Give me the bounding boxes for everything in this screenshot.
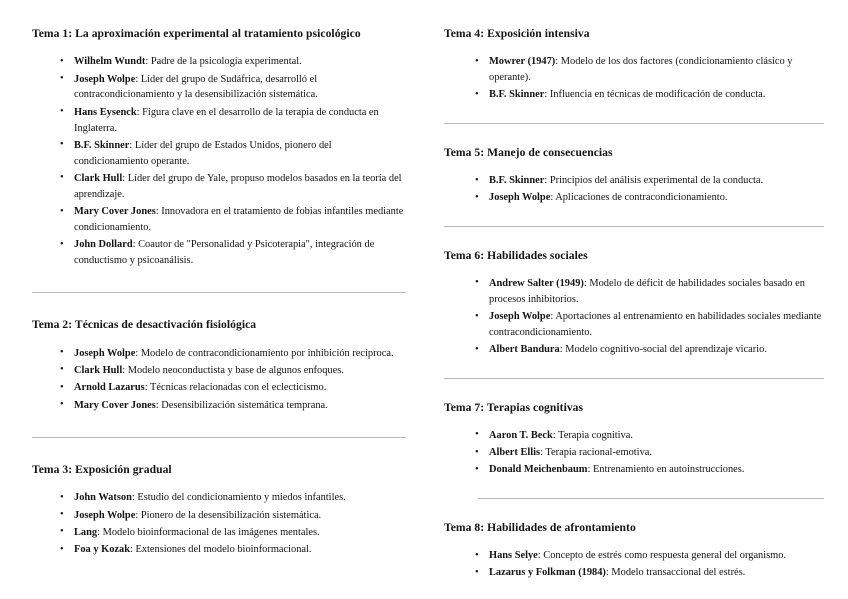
column-left [32,26,406,559]
item-term: B.F. Skinner [489,89,545,101]
item-description: Entrenamiento en autoinstrucciones. [592,464,745,476]
item-term: John Watson [74,492,132,504]
list-item [32,138,406,170]
spacer [444,105,824,123]
item-description: Líder del grupo de Sudáfrica, desarrolló el contracondicionamiento y la desensibilización sistemática. [74,73,318,101]
list-item [444,342,824,358]
list-item [444,173,824,189]
item-description: Modelo de déficit de habilidades sociales basado en procesos inhibitorios. [489,277,805,305]
item-separator: : [135,347,141,359]
item-separator: : [537,550,544,562]
item-separator: : [144,382,151,394]
item-separator: : [587,464,593,476]
item-term: Wilhelm Wundt [74,56,146,68]
item-term: Mary Cover Jones [74,399,156,411]
item-separator: : [129,139,135,151]
spacer [444,227,824,248]
item-separator: : [136,106,143,118]
spacer [444,124,824,145]
item-term: Lazarus y Folkman (1984) [489,567,606,579]
item-description: Influencia en técnicas de modificación de conducta. [549,89,766,101]
bullet-list [444,54,824,103]
item-term: Arnold Lazarus [74,382,145,394]
topic-section [444,520,824,581]
item-term: Joseph Wolpe [489,192,551,204]
list-item [32,237,406,269]
list-item [32,398,406,414]
item-separator: : [559,344,566,356]
item-separator: : [131,492,138,504]
item-separator: : [130,544,136,556]
item-term: Foa y Kozak [74,544,130,556]
item-separator: : [155,206,162,218]
spacer [444,499,824,520]
item-separator: : [552,429,559,441]
list-item [444,565,824,581]
item-separator: : [97,526,103,538]
list-item [32,54,406,70]
topic-section [444,26,824,103]
section-heading: Tema 7: Terapias cognitivas [444,400,584,414]
item-term: Aaron T. Beck [489,429,553,441]
list-item [32,105,406,137]
item-separator: : [555,56,561,68]
item-separator: : [605,567,612,579]
list-item [32,363,406,379]
list-item [32,508,406,524]
item-term: Joseph Wolpe [74,73,136,85]
list-item [32,72,406,104]
item-separator: : [122,172,128,184]
item-term: Donald Meichenbaum [489,464,588,476]
section-heading: Tema 6: Habilidades sociales [444,248,588,262]
list-item [444,190,824,206]
item-description: Aplicaciones de contracondicionamiento. [555,192,728,204]
section-heading: Tema 1: La aproximación experimental al tratamiento psicológico [32,27,361,40]
item-separator: : [540,447,546,459]
spacer [32,270,406,292]
item-term: Hans Selye [489,550,538,562]
list-item [444,428,824,444]
topic-section [32,26,406,269]
item-separator: : [122,364,128,376]
column-right [444,26,824,583]
item-term: Joseph Wolpe [74,347,136,359]
item-separator: : [544,175,550,187]
item-separator: : [132,239,139,251]
item-separator: : [544,89,550,101]
item-description: Coautor de "Personalidad y Psicoterapia", integración de conductismo y psicoanálisis. [74,239,375,267]
item-separator: : [145,56,151,68]
item-term: Hans Eysenck [74,106,137,118]
item-separator: : [583,277,590,289]
item-description: Pionero de la desensibilización sistemática. [140,509,322,521]
list-item [444,462,824,478]
bullet-list [32,54,406,269]
item-description: Concepto de estrés como respuesta general del organismo. [543,550,787,562]
item-term: B.F. Skinner [74,139,130,151]
section-heading: Tema 2: Técnicas de desactivación fisiológica [32,318,257,332]
item-description: Modelo de los dos factores (condicionamiento clásico y operante). [489,56,793,84]
list-item [32,346,406,362]
bullet-list [32,490,406,558]
item-description: Estudio del condicionamiento y miedos infantiles. [137,492,346,504]
item-description: Innovadora en el tratamiento de fobias infantiles mediante condicionamiento. [74,206,404,233]
item-description: Aportaciones al entrenamiento en habilidades sociales mediante contracondicionamiento. [489,311,822,338]
item-term: John Dollard [74,239,133,251]
item-separator: : [155,399,162,411]
spacer [444,480,824,498]
item-term: Albert Bandura [489,344,560,356]
item-description: Desensibilización sistemática temprana. [161,399,328,411]
item-description: Padre de la psicología experimental. [150,56,302,68]
item-description: Técnicas relacionadas con el eclecticismo. [150,382,327,394]
section-heading: Tema 3: Exposición gradual [32,462,172,476]
item-separator: : [135,73,141,85]
section-heading: Tema 8: Habilidades de afrontamiento [444,520,636,534]
spacer [32,415,406,437]
bullet-list [444,548,824,581]
item-term: Clark Hull [74,172,123,184]
item-term: B.F. Skinner [489,175,545,187]
list-item [444,309,824,341]
item-term: Mowrer (1947) [489,56,556,68]
spacer [32,438,406,462]
item-term: Lang [74,526,98,538]
item-term: Joseph Wolpe [489,311,551,323]
item-separator: : [550,311,556,323]
topic-section [32,462,406,558]
spacer [444,208,824,226]
item-term: Clark Hull [74,364,123,376]
item-term: Andrew Salter (1949) [489,277,584,289]
item-description: Extensiones del modelo bioinformacional. [135,544,312,556]
bullet-list [32,346,406,414]
list-item [32,490,406,506]
two-column-layout [32,26,820,583]
item-term: Mary Cover Jones [74,206,156,218]
item-description: Terapia cognitiva. [558,429,633,441]
item-term: Joseph Wolpe [74,509,136,521]
item-description: Principios del análisis experimental de la conducta. [549,175,764,187]
list-item [444,548,824,564]
bullet-list [444,276,824,358]
spacer [444,360,824,378]
topic-section [444,248,824,358]
list-item [444,87,824,103]
item-term: Albert Ellis [489,447,541,459]
topic-section [32,317,406,413]
item-separator: : [135,509,141,521]
section-heading: Tema 5: Manejo de consecuencias [444,145,613,159]
section-heading: Tema 4: Exposición intensiva [444,27,590,40]
list-item [32,204,406,236]
item-description: Modelo neoconductista y base de algunos enfoques. [127,364,344,376]
list-item [32,380,406,396]
item-description: Modelo cognitivo-social del aprendizaje vicario. [565,344,767,356]
item-description: Modelo bioinformacional de las imágenes mentales. [102,526,320,538]
list-item [444,276,824,308]
spacer [444,379,824,400]
item-description: Líder del grupo de Estados Unidos, pionero del condicionamiento operante. [74,139,332,167]
list-item [32,525,406,541]
list-item [32,542,406,558]
spacer [32,293,406,317]
topic-section [444,400,824,479]
item-separator: : [550,192,556,204]
list-item [32,171,406,203]
bullet-list [444,428,824,478]
bullet-list [444,173,824,206]
item-description: Figura clave en el desarrollo de la terapia de conducta en Inglaterra. [74,106,379,134]
item-description: Terapia racional-emotiva. [545,447,652,459]
list-item [444,445,824,461]
item-description: Modelo de contracondicionamiento por inhibición recíproca. [140,347,394,359]
item-description: Líder del grupo de Yale, propuso modelos basados en la teoría del aprendizaje. [74,172,402,200]
item-description: Modelo transaccional del estrés. [611,567,746,579]
list-item [444,54,824,86]
topic-section [444,145,824,206]
